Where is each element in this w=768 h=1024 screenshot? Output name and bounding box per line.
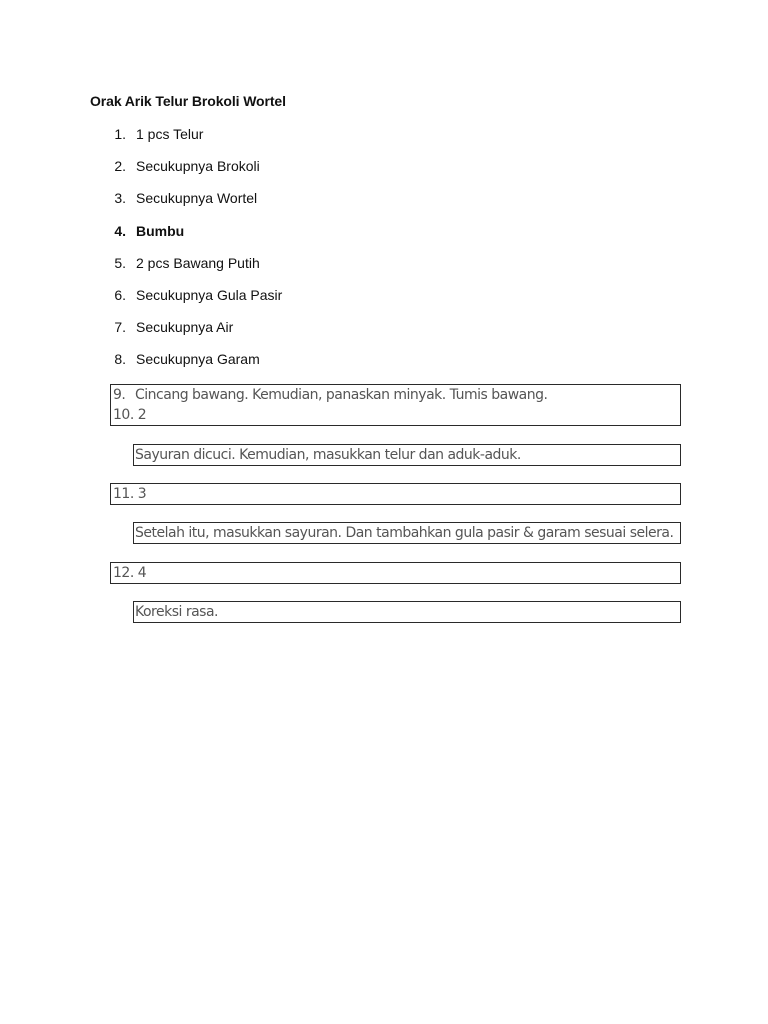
list-number: 6. [114, 287, 126, 303]
step-text: Sayuran dicuci. Kemudian, masukkan telur dan aduk-aduk. [135, 447, 521, 463]
list-number: 7. [114, 319, 126, 335]
list-number: 5. [114, 255, 126, 271]
step-box-11 [110, 483, 681, 505]
step-number: 12. 4 [113, 565, 147, 581]
ingredient-text: Secukupnya Gula Pasir [136, 287, 283, 303]
step-number: 10. 2 [113, 407, 147, 423]
ingredient-text: Bumbu [136, 223, 185, 239]
step-box-12-text [133, 601, 681, 623]
step-text: Setelah itu, masukkan sayuran. Dan tambahkan gula pasir & garam sesuai selera. [135, 525, 674, 541]
list-number: 2. [114, 158, 126, 174]
step-box-12 [110, 562, 681, 584]
ingredient-text: Secukupnya Wortel [136, 190, 258, 206]
list-number: 4. [114, 223, 126, 239]
step-box-10-text [133, 444, 681, 466]
list-number: 8. [114, 351, 126, 367]
step-text: Koreksi rasa. [135, 604, 219, 620]
step-box-9 [110, 384, 681, 426]
step-box-11-text [133, 522, 681, 544]
ingredient-text: 2 pcs Bawang Putih [136, 255, 260, 271]
ingredient-text: 1 pcs Telur [136, 126, 204, 142]
step-number: 9. [113, 387, 126, 403]
ingredient-text: Secukupnya Brokoli [136, 158, 260, 174]
step-text: Cincang bawang. Kemudian, panaskan minyak. Tumis bawang. [135, 387, 548, 403]
list-number: 3. [114, 190, 126, 206]
list-number: 1. [114, 126, 126, 142]
ingredient-text: Secukupnya Garam [136, 351, 260, 367]
ingredient-text: Secukupnya Air [136, 319, 234, 335]
recipe-title: Orak Arik Telur Brokoli Wortel [90, 93, 286, 109]
step-number: 11. 3 [113, 486, 147, 502]
